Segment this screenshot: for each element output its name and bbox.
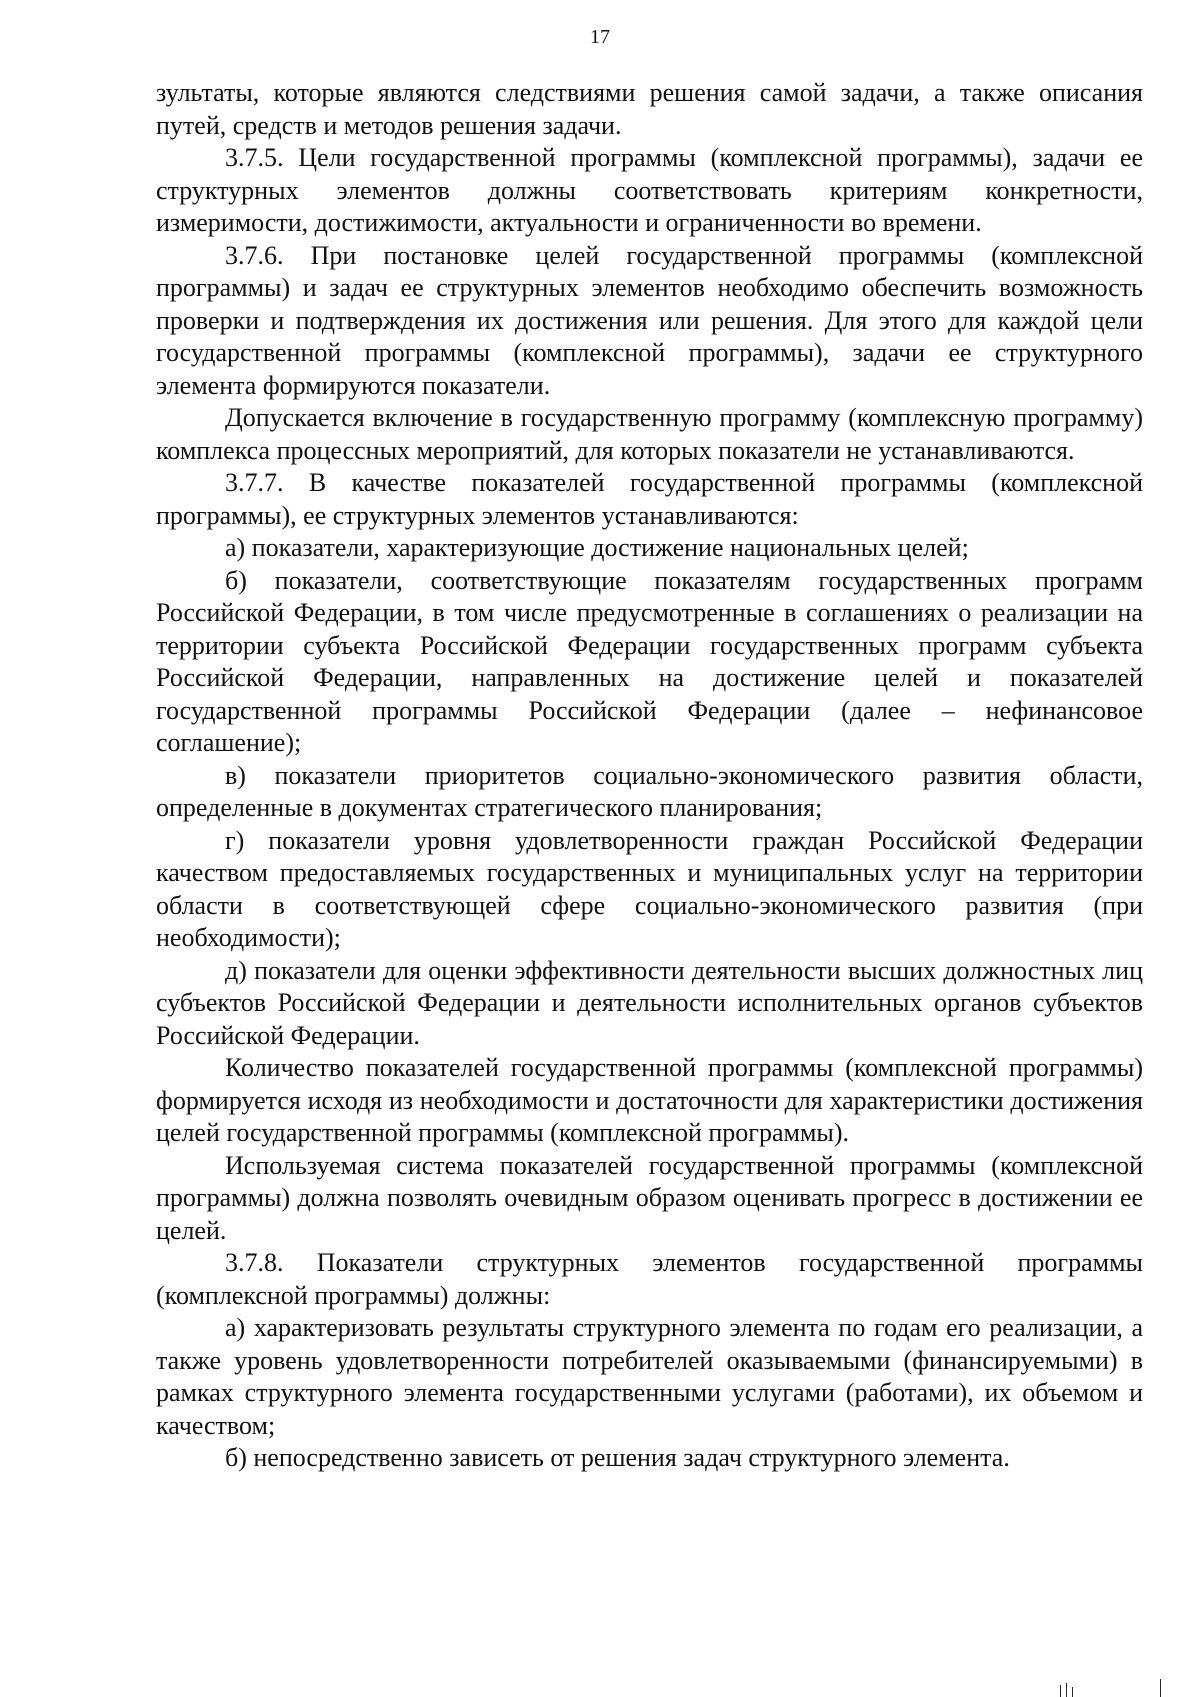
list-item-a-2: а) характеризовать результаты структурного элемента по годам его реализации, а также уровень удовлетворенности потребителей оказываемыми (финансируемыми) в рамках структурного элемента государственными услугами (работами), их объемом и качеством; [156, 1313, 1143, 1440]
list-item-d: д) показатели для оценки эффективности деятельности высших должностных лиц субъектов Российской Федерации и деятельности исполнительных органов субъектов Российской Федерации. [156, 955, 1143, 1050]
paragraph-3-7-8: 3.7.8. Показатели структурных элементов государственной программы (комплексной программы) должны: [156, 1248, 1143, 1310]
paragraph-indicator-system: Используемая система показателей государственной программы (комплексной программы) должна позволять очевидным образом оценивать прогресс в достижении ее целей. [156, 1150, 1143, 1245]
document-body [156, 77, 1143, 1475]
list-item-b: б) показатели, соответствующие показателям государственных программ Российской Федерации, в том числе предусмотренные в соглашениях о реализации на территории субъекта Российской Федерации государственных программ субъекта Российской Федерации, направленных на достижение целей и показателей государственной программы Российской Федерации (далее – нефинансовое соглашение); [156, 565, 1143, 757]
list-item-v: в) показатели приоритетов социально-экономического развития области, определенные в документах стратегического планирования; [156, 760, 1143, 822]
paragraph-3-7-7: 3.7.7. В качестве показателей государственной программы (комплексной программы), ее структурных элементов устанавливаются: [156, 468, 1143, 530]
paragraph-3-7-6: 3.7.6. При постановке целей государственной программы (комплексной программы) и задач ее структурных элементов необходимо обеспечить возможность проверки и подтверждения их достижения или решения. Для этого для каждой цели государственной программы (комплексной программы), задачи ее структурного элемента формируются показатели. [156, 240, 1143, 400]
scan-edge-marks [1060, 1677, 1180, 1697]
list-item-b-2: б) непосредственно зависеть от решения задач структурного элемента. [225, 1443, 1010, 1472]
list-item-a: а) показатели, характеризующие достижение национальных целей; [225, 533, 969, 562]
list-item-g: г) показатели уровня удовлетворенности граждан Российской Федерации качеством предоставляемых государственных и муниципальных услуг на территории области в соответствующей сфере социально-экономического развития (при необходимости); [156, 825, 1143, 952]
paragraph-continuation: зультаты, которые являются следствиями решения самой задачи, а также описания путей, средств и методов решения задачи. [156, 78, 1143, 140]
paragraph-indicator-count: Количество показателей государственной программы (комплексной программы) формируется исходя из необходимости и достаточности для характеристики достижения целей государственной программы (комплексной программы). [156, 1053, 1143, 1147]
page-number: 17 [590, 26, 610, 48]
paragraph-allowed-inclusion: Допускается включение в государственную программу (комплексную программу) комплекса процессных мероприятий, для которых показатели не устанавливаются. [156, 403, 1143, 465]
paragraph-3-7-5: 3.7.5. Цели государственной программы (комплексной программы), задачи ее структурных элементов должны соответствовать критериям конкретности, измеримости, достижимости, актуальности и ограниченности во времени. [156, 143, 1143, 237]
